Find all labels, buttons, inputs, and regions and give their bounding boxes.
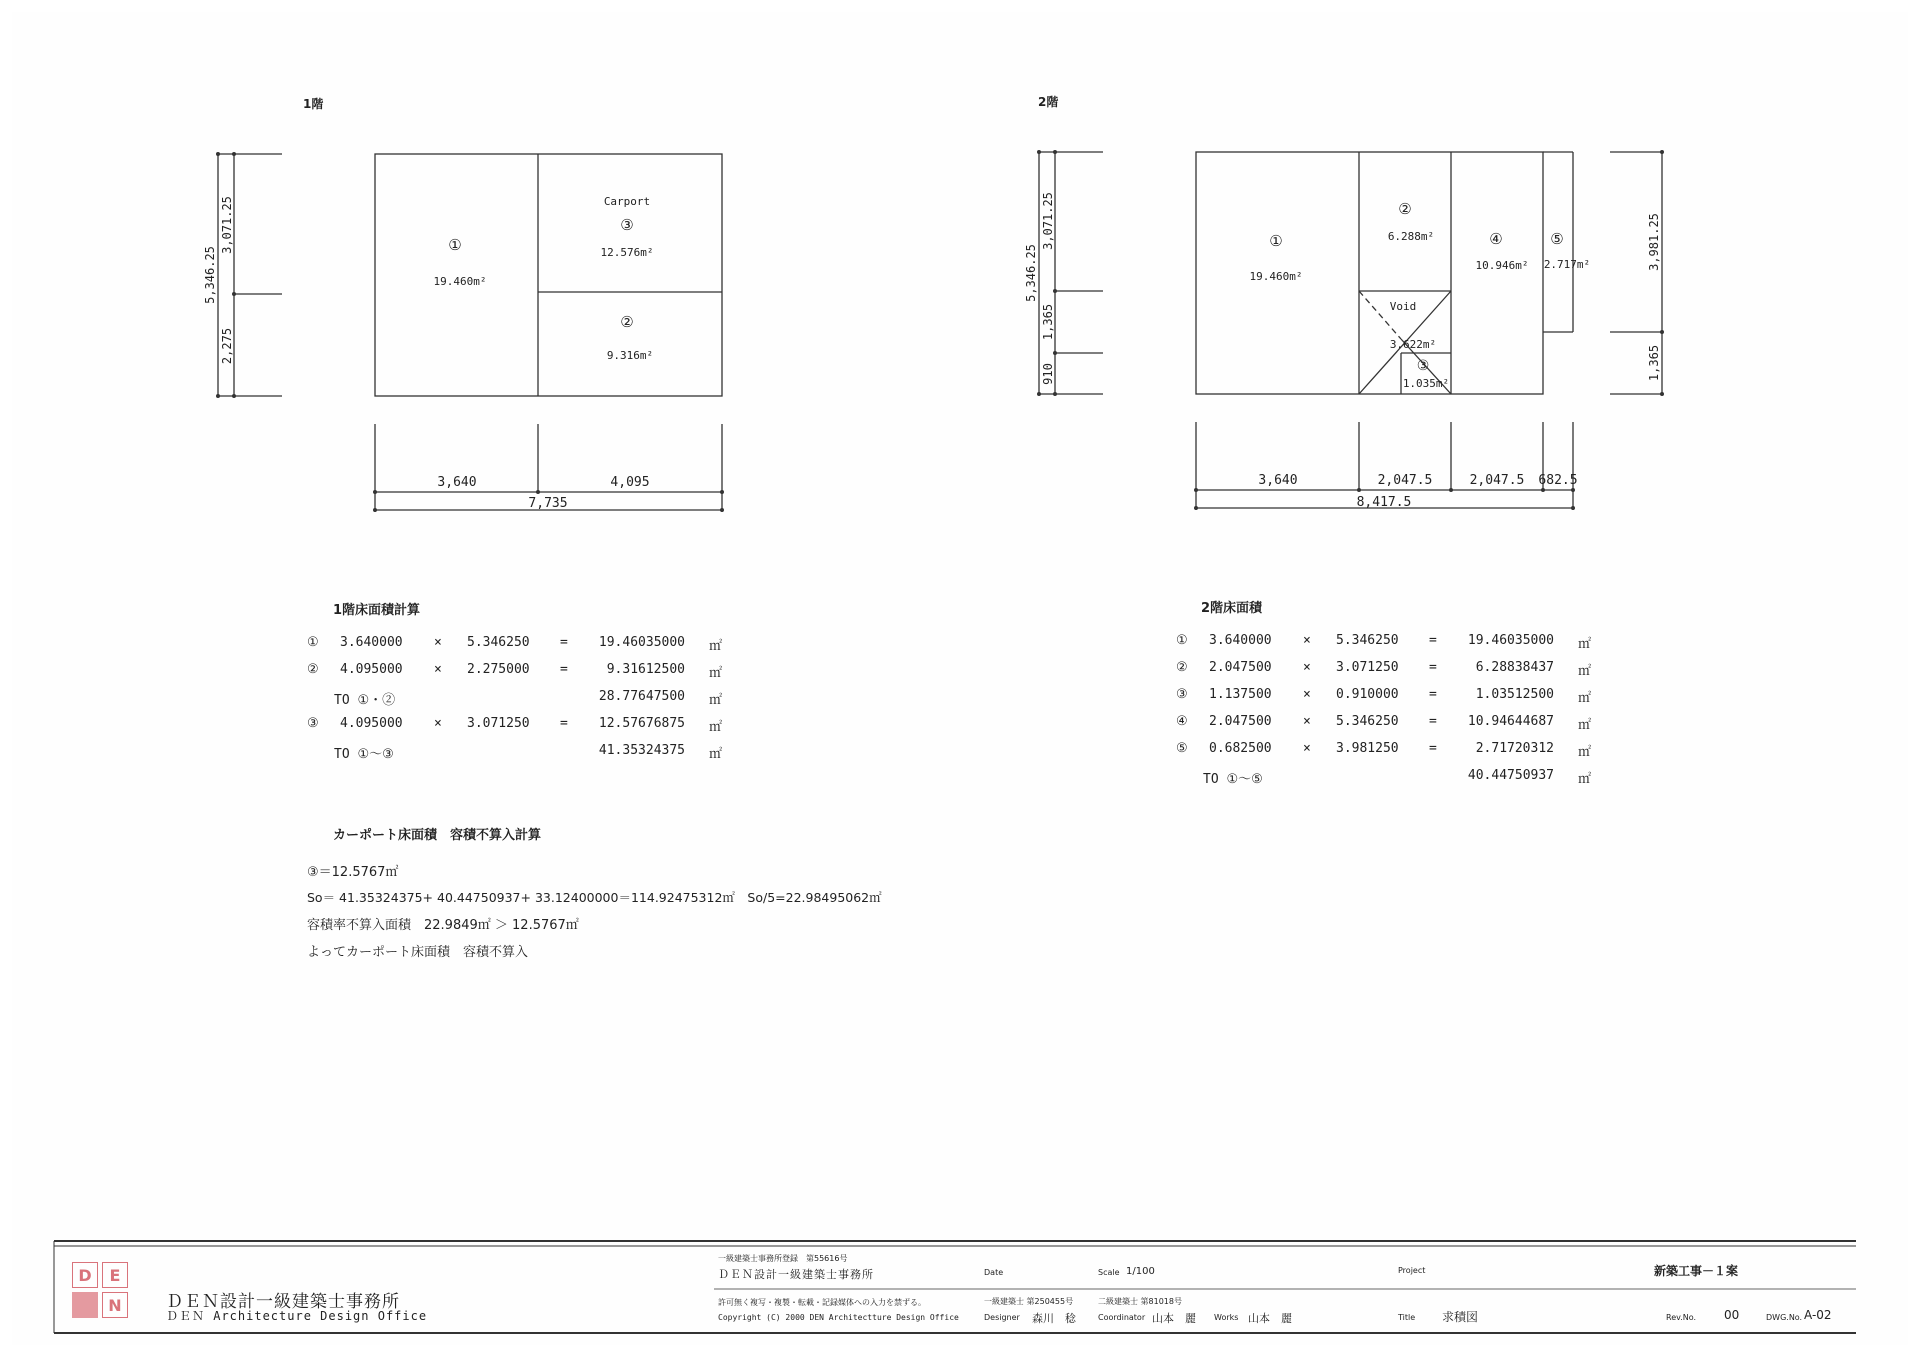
calc-cell-n: ④ [1176,714,1188,729]
f2-room4-area: 10.946m² [1475,259,1529,272]
f2-room1-num: ① [1269,232,1283,250]
calc-cell-eq: = [1429,714,1437,729]
designer-label: Designer [984,1313,1020,1322]
f2-dim-h-mid: 1,365 [1041,303,1055,341]
calc-cell-op: × [1303,687,1311,702]
calc-cell-b: 3.981250 [1336,741,1399,756]
f1-dim-h-total: 5,346.25 [203,246,217,304]
f2-dim-w3: 2,047.5 [1469,473,1525,488]
calc-cell-a: 2.047500 [1209,714,1272,729]
calc-cell-eq: = [1429,660,1437,675]
calc-cell-r: 9.31612500 [606,662,685,677]
f1-dim-h-top: 3,071.25 [220,196,234,254]
f1-dim-h-bottom: 2,275 [220,327,234,365]
f2-dim-w-total: 8,417.5 [1356,495,1412,510]
calc-cell-a: TO ①～③ [334,747,394,762]
scale-label: Scale [1098,1268,1120,1277]
carport-title: カーポート床面積 容積不算入計算 [333,828,542,843]
copy-notice: 許可無く複写・複製・転載・記録媒体への入力を禁ずる。 [718,1298,926,1307]
calc-cell-r: 19.46035000 [1467,633,1554,648]
registration-office: ＤＥＮ設計一級建築士事務所 [718,1268,874,1281]
calc-cell-b: 3.071250 [467,716,530,731]
carport-line2: So＝ 41.35324375+ 40.44750937+ 33.12400000＝114.92475312㎡ So/5=22.98495062㎡ [307,890,882,905]
calc-cell-u: ㎡ [1578,691,1592,706]
calc-cell-u: ㎡ [1578,745,1592,760]
designer-name: 森川 稔 [1032,1312,1076,1325]
f2-room4-num: ④ [1489,230,1503,248]
coordinator-reg: 二級建築士 第81018号 [1098,1297,1182,1306]
f1-dim-w1: 3,640 [437,475,477,490]
calc-cell-r: 12.57676875 [598,716,685,731]
calc-cell-op: × [1303,714,1311,729]
calc-cell-a: 0.682500 [1209,741,1272,756]
f1-dim-w-total: 7,735 [528,496,568,511]
f2-dim-h-total: 5,346.25 [1024,244,1038,302]
f2-dim-h-right-bottom: 1,365 [1647,344,1661,382]
scale-value: 1/100 [1126,1266,1155,1277]
registration-label: 一級建築士事務所登録 第55616号 [718,1254,848,1263]
calc-cell-a: TO ①・② [334,693,396,708]
calc-cell-r: 28.77647500 [598,689,685,704]
project-value: 新築工事－１案 [1654,1264,1739,1278]
calc-cell-u: ㎡ [1578,637,1592,652]
project-label: Project [1398,1266,1426,1275]
calc-cell-a: 3.640000 [1209,633,1272,648]
date-label: Date [984,1268,1004,1277]
calc-cell-a: TO ①～⑤ [1203,772,1263,787]
calc-cell-u: ㎡ [1578,664,1592,679]
calc-cell-a: 2.047500 [1209,660,1272,675]
calc-cell-b: 0.910000 [1336,687,1399,702]
calc-cell-u: ㎡ [1578,772,1592,787]
calc-cell-eq: = [1429,633,1437,648]
f1-room3-num: ③ [620,216,634,234]
rev-value: 00 [1724,1308,1740,1322]
f2-dim-w2: 2,047.5 [1377,473,1433,488]
logo-letter-d: D [72,1262,98,1288]
calc-cell-b: 5.346250 [1336,633,1399,648]
calc-cell-b: 2.275000 [467,662,530,677]
calc1-title: 1階床面積計算 [333,603,421,618]
calc-cell-op: × [434,716,442,731]
calc-cell-r: 2.71720312 [1475,741,1554,756]
logo-block [72,1292,98,1318]
calc-cell-r: 41.35324375 [598,743,685,758]
calc-cell-b: 5.346250 [1336,714,1399,729]
f1-room3-area: 12.576m² [600,246,654,259]
carport-line4: よってカーポート床面積 容積不算入 [307,945,529,960]
f2-void-label: Void [1389,300,1417,313]
dwg-label: DWG.No. [1766,1313,1803,1322]
calc-cell-r: 40.44750937 [1467,768,1554,783]
calc-cell-r: 10.94644687 [1467,714,1554,729]
calc-cell-eq: = [560,716,568,731]
calc-cell-u: ㎡ [709,639,723,654]
floor2-label: 2階 [1038,95,1059,109]
calc-cell-u: ㎡ [709,747,723,762]
f1-room2-area: 9.316m² [606,349,654,362]
calc-cell-n: ③ [307,716,319,731]
f2-room3-area: 1.035m² [1402,377,1450,390]
rev-label: Rev.No. [1666,1313,1697,1322]
calc-cell-a: 4.095000 [340,662,403,677]
floor1-outline [375,154,722,396]
works-name: 山本 麗 [1248,1312,1292,1325]
calc-cell-n: ② [1176,660,1188,675]
title-value: 求積図 [1442,1310,1479,1324]
f2-dim-h-top: 3,071.25 [1041,192,1055,250]
calc-cell-a: 1.137500 [1209,687,1272,702]
calc-cell-r: 19.46035000 [598,635,685,650]
f1-room1-num: ① [448,236,462,254]
calc-cell-eq: = [560,662,568,677]
f2-dim-h-right-top: 3,981.25 [1647,213,1661,271]
calc-cell-u: ㎡ [709,693,723,708]
f2-room2-area: 6.288m² [1387,230,1435,243]
calc-cell-n: ① [307,635,319,650]
calc-cell-op: × [1303,741,1311,756]
logo-letter-n: N [102,1292,128,1318]
f2-room1-area: 19.460m² [1249,270,1303,283]
calc-cell-op: × [1303,660,1311,675]
carport-line3: 容積率不算入面積 22.9849㎡ ＞ 12.5767㎡ [307,918,579,933]
carport-line1: ③＝12.5767㎡ [307,865,399,880]
f2-room3-num: ③ [1416,358,1430,374]
f2-dim-h-bottom: 910 [1041,363,1055,385]
calc-cell-a: 3.640000 [340,635,403,650]
calc-cell-r: 1.03512500 [1475,687,1554,702]
f2-void-area: 3.622m² [1389,338,1437,351]
calc-cell-u: ㎡ [1578,718,1592,733]
calc-cell-op: × [1303,633,1311,648]
logo-letter-e: E [102,1262,128,1288]
works-label: Works [1214,1313,1239,1322]
f2-room2-num: ② [1398,200,1412,218]
office-name-en: ＤＥＮ Architecture Design Office [166,1309,428,1323]
dwg-value: A-02 [1804,1308,1832,1322]
f1-room3-name: Carport [603,195,651,208]
calc-cell-n: ⑤ [1176,741,1188,756]
calc-cell-b: 5.346250 [467,635,530,650]
calc-cell-eq: = [1429,741,1437,756]
designer-reg: 一級建築士 第250455号 [984,1297,1074,1306]
calc-cell-eq: = [1429,687,1437,702]
f1-dim-w2: 4,095 [610,475,650,490]
f2-dim-w4: 682.5 [1538,473,1578,488]
coordinator-label: Coordinator [1098,1313,1146,1322]
floor1-label: 1階 [303,97,324,111]
office-name-jp: ＤＥＮ設計一級建築士事務所 [166,1292,400,1312]
calc-cell-eq: = [560,635,568,650]
floor2-outline [1196,152,1543,394]
calc-cell-n: ③ [1176,687,1188,702]
copyright: Copyright (C) 2000 DEN Architectture Design Office [718,1313,959,1322]
calc-cell-u: ㎡ [709,720,723,735]
title-label: Title [1398,1313,1416,1322]
calc-cell-n: ① [1176,633,1188,648]
f1-room2-num: ② [620,313,634,331]
f1-room1-area: 19.460m² [433,275,487,288]
f2-room5-num: ⑤ [1550,230,1564,248]
calc-cell-n: ② [307,662,319,677]
f2-dim-w1: 3,640 [1258,473,1298,488]
f2-room5-area: 2.717m² [1543,258,1591,271]
calc-cell-u: ㎡ [709,666,723,681]
calc-cell-b: 3.071250 [1336,660,1399,675]
calc-cell-op: × [434,662,442,677]
calc-cell-op: × [434,635,442,650]
calc2-title: 2階床面積 [1201,601,1263,616]
coordinator-name: 山本 麗 [1152,1312,1196,1325]
calc-cell-r: 6.28838437 [1475,660,1554,675]
calc-cell-a: 4.095000 [340,716,403,731]
